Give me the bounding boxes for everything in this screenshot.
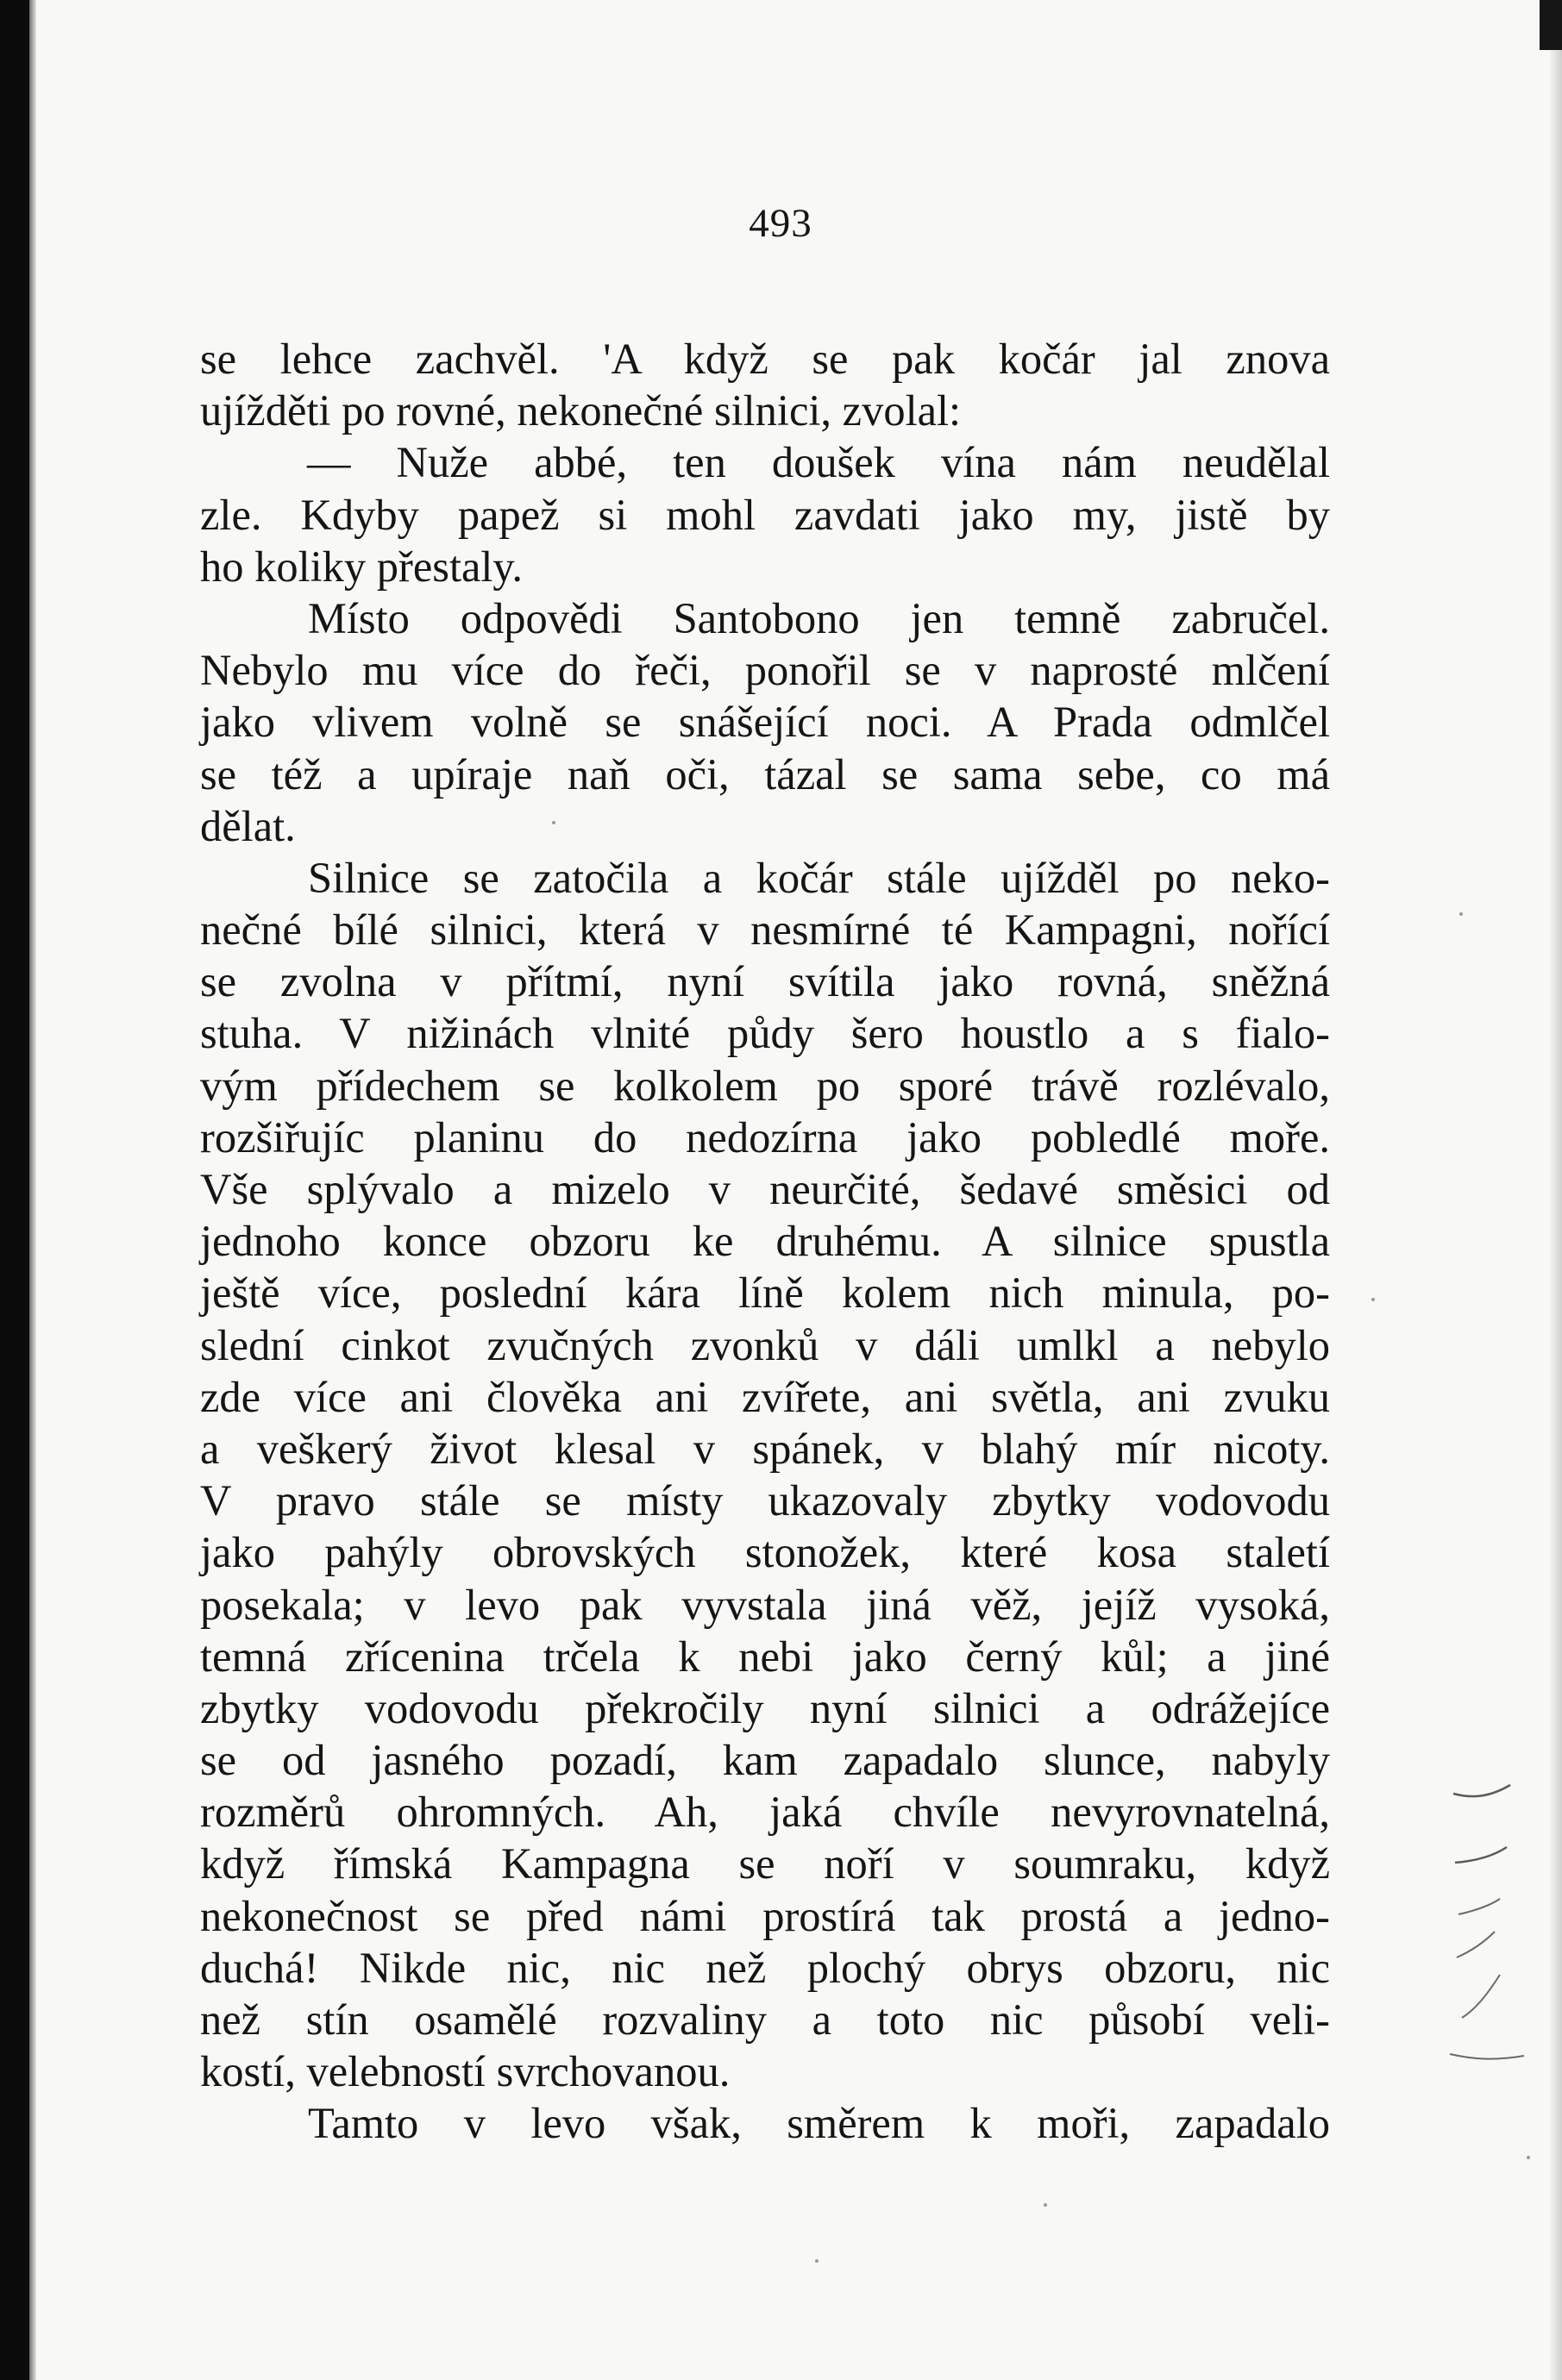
paper-speck [1044, 2203, 1047, 2207]
text-line: ještě více, poslední kára líně kolem nich minula, po- [200, 1268, 1330, 1318]
text-line: se též a upíraje naň oči, tázal se sama sebe, co má [200, 749, 1330, 799]
text-line: než stín osamělé rozvaliny a toto nic působí veli- [200, 1995, 1330, 2044]
paper-speck [1459, 912, 1463, 916]
paper-speck [1527, 2156, 1530, 2159]
text-line: temná zřícenina trčela k nebi jako černý kůl; a jiné [200, 1632, 1330, 1681]
text-line: vým přídechem se kolkolem po sporé trávě rozlévalo, [200, 1061, 1330, 1110]
text-line: stuha. V nižinách vlnité půdy šero houstlo a s fialo- [200, 1009, 1330, 1058]
text-line: zde více ani člověka ani zvířete, ani světla, ani zvuku [200, 1372, 1330, 1421]
text-line: rozšiřujíc planinu do nedozírna jako pobledlé moře. [200, 1112, 1330, 1162]
text-line: Místo odpovědi Santobono jen temně zabručel. [308, 593, 1330, 642]
text-line: kostí, velebností svrchovanou. [200, 2047, 731, 2096]
text-line: nekonečnost se před námi prostírá tak prostá a jedno- [200, 1891, 1330, 1940]
paper-speck [1371, 1298, 1375, 1301]
text-line: Silnice se zatočila a kočár stále ujížděl po neko- [308, 853, 1330, 902]
text-line: nečné bílé silnici, která v nesmírné té Kampagni, nořící [200, 905, 1330, 955]
text-line: zle. Kdyby papež si mohl zavdati jako my, jistě by [200, 490, 1330, 539]
text-line: posekala; v levo pak vyvstala jiná věž, jejíž vysoká, [200, 1580, 1330, 1629]
text-line: jako pahýly obrovských stonožek, které kosa staletí [200, 1528, 1330, 1577]
text-line: Tamto v levo však, směrem k moři, zapadalo [308, 2099, 1330, 2148]
text-line: dělat. [200, 801, 296, 850]
body-text [200, 333, 1330, 2150]
page-edge [1550, 0, 1562, 2380]
text-line: se od jasného pozadí, kam zapadalo slunce, nabyly [200, 1736, 1330, 1785]
text-line: jako vlivem volně se snášející noci. A Prada odmlčel [200, 698, 1330, 747]
text-line: V pravo stále se místy ukazovaly zbytky vodovodu [200, 1476, 1330, 1525]
binding-shadow [0, 0, 29, 2380]
paper-speck [815, 2259, 819, 2263]
paper-speck [552, 821, 555, 824]
page-number: 493 [749, 201, 812, 246]
scan-corner-mark [1540, 0, 1562, 50]
text-line: rozměrů ohromných. Ah, jaká chvíle nevyrovnatelná, [200, 1788, 1330, 1837]
text-line: zbytky vodovodu překročily nyní silnici a odrážejíce [200, 1683, 1330, 1732]
text-line: se zvolna v přítmí, nyní svítila jako rovná, sněžná [200, 957, 1330, 1006]
pencil-margin-marks-icon [1446, 1759, 1533, 2070]
text-line: slední cinkot zvučných zvonků v dáli umlkl a nebylo [200, 1320, 1330, 1369]
text-line: — Nuže abbé, ten doušek vína nám neudělal [307, 438, 1330, 487]
text-line: ho koliky přestaly. [200, 542, 524, 591]
text-line: ujížděti po rovné, nekonečné silnici, zvolal: [200, 386, 962, 435]
text-line: se lehce zachvěl. 'A když se pak kočár jal znova [200, 335, 1330, 383]
text-line: Nebylo mu více do řeči, ponořil se v naprosté mlčení [200, 646, 1330, 695]
text-line: jednoho konce obzoru ke druhému. A silnice spustla [200, 1217, 1330, 1266]
binding-gradient [29, 0, 36, 2380]
text-line: Vše splývalo a mizelo v neurčité, šedavé směsici od [200, 1165, 1330, 1213]
text-line: když římská Kampagna se noří v soumraku, když [200, 1839, 1330, 1888]
text-line: a veškerý život klesal v spánek, v blahý mír nicoty. [200, 1424, 1330, 1473]
text-line: duchá! Nikde nic, nic než plochý obrys obzoru, nic [200, 1943, 1330, 1992]
